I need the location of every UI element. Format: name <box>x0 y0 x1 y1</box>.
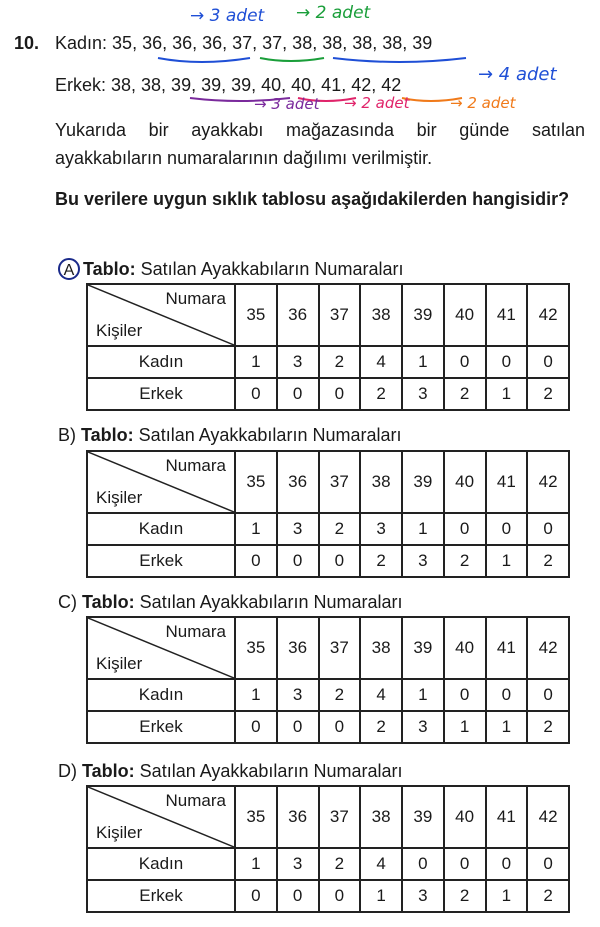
frequency-cell: 1 <box>360 880 402 912</box>
frequency-cell: 0 <box>319 880 361 912</box>
frequency-cell: 3 <box>402 880 444 912</box>
frequency-cell: 3 <box>277 679 319 711</box>
frequency-cell: 1 <box>486 545 528 577</box>
frequency-cell: 2 <box>527 711 569 743</box>
annotation-erkek-42: → 2 adet <box>450 94 516 112</box>
size-header-cell: 37 <box>319 284 361 346</box>
caption-text: Satılan Ayakkabıların Numaraları <box>133 425 402 445</box>
frequency-cell: 0 <box>277 378 319 410</box>
frequency-cell: 2 <box>319 346 361 378</box>
kisiler-header: Kişiler <box>96 654 143 673</box>
option-d-letter[interactable]: D) <box>58 761 77 781</box>
frequency-table-option-b <box>86 450 570 578</box>
kadin-row <box>87 513 569 545</box>
table-corner-cell <box>87 617 235 679</box>
option-c-letter[interactable]: C) <box>58 592 77 612</box>
option-b-caption[interactable] <box>58 425 401 446</box>
row-label: Kadın <box>87 346 235 378</box>
frequency-cell: 0 <box>527 679 569 711</box>
size-header-cell: 40 <box>444 284 486 346</box>
frequency-cell: 0 <box>235 545 277 577</box>
size-header-cell: 36 <box>277 284 319 346</box>
frequency-cell: 4 <box>360 848 402 880</box>
row-label: Kadın <box>87 848 235 880</box>
size-header-cell: 38 <box>360 786 402 848</box>
table-corner-cell <box>87 451 235 513</box>
frequency-cell: 2 <box>360 378 402 410</box>
frequency-cell: 0 <box>402 848 444 880</box>
option-a-caption[interactable] <box>58 258 403 280</box>
frequency-cell: 2 <box>319 679 361 711</box>
size-header-cell: 38 <box>360 284 402 346</box>
frequency-cell: 0 <box>527 848 569 880</box>
size-header-cell: 35 <box>235 786 277 848</box>
frequency-cell: 0 <box>235 378 277 410</box>
frequency-cell: 1 <box>402 346 444 378</box>
frequency-cell: 1 <box>235 346 277 378</box>
caption-bold: Tablo: <box>82 761 135 781</box>
kisiler-header: Kişiler <box>96 823 143 842</box>
frequency-cell: 0 <box>235 880 277 912</box>
erkek-row <box>87 880 569 912</box>
frequency-cell: 0 <box>486 679 528 711</box>
size-header-cell: 41 <box>486 617 528 679</box>
frequency-cell: 0 <box>486 346 528 378</box>
row-label: Erkek <box>87 880 235 912</box>
numara-header: Numara <box>165 791 226 810</box>
frequency-cell: 3 <box>402 545 444 577</box>
erkek-row <box>87 711 569 743</box>
row-label: Erkek <box>87 545 235 577</box>
frequency-cell: 2 <box>360 711 402 743</box>
question-number: 10. <box>14 33 40 53</box>
frequency-table-option-a <box>86 283 570 411</box>
frequency-cell: 2 <box>527 880 569 912</box>
frequency-cell: 2 <box>319 513 361 545</box>
frequency-cell: 3 <box>277 848 319 880</box>
size-header-cell: 35 <box>235 284 277 346</box>
table-corner-cell <box>87 284 235 346</box>
row-label: Erkek <box>87 711 235 743</box>
size-header-cell: 41 <box>486 786 528 848</box>
annotation-kadin-38: → 4 adet <box>478 64 557 85</box>
size-header-cell: 35 <box>235 451 277 513</box>
caption-text: Satılan Ayakkabıların Numaraları <box>134 592 403 612</box>
frequency-cell: 0 <box>277 711 319 743</box>
size-header-cell: 36 <box>277 617 319 679</box>
frequency-cell: 1 <box>486 880 528 912</box>
erkek-data-line: Erkek: 38, 38, 39, 39, 39, 40, 40, 41, 42, 42 <box>55 75 402 95</box>
option-c-caption[interactable] <box>58 592 402 613</box>
annotation-kadin-36: → 3 adet <box>190 6 265 26</box>
size-header-cell: 35 <box>235 617 277 679</box>
numara-header: Numara <box>165 289 226 308</box>
caption-text: Satılan Ayakkabıların Numaraları <box>135 259 404 279</box>
paragraph-line-1: Yukarıda bir ayakkabı mağazasında bir günde satılan <box>55 120 585 140</box>
size-header-cell: 37 <box>319 451 361 513</box>
kadin-row <box>87 346 569 378</box>
row-label: Kadın <box>87 513 235 545</box>
kadin-row <box>87 679 569 711</box>
table-corner-cell <box>87 786 235 848</box>
frequency-cell: 3 <box>277 346 319 378</box>
frequency-cell: 3 <box>402 378 444 410</box>
option-b-letter[interactable]: B) <box>58 425 76 445</box>
size-header-cell: 39 <box>402 451 444 513</box>
frequency-cell: 3 <box>277 513 319 545</box>
frequency-cell: 3 <box>360 513 402 545</box>
row-label: Erkek <box>87 378 235 410</box>
frequency-cell: 1 <box>486 378 528 410</box>
frequency-cell: 0 <box>319 711 361 743</box>
row-label: Kadın <box>87 679 235 711</box>
option-d-caption[interactable] <box>58 761 402 782</box>
frequency-cell: 0 <box>319 378 361 410</box>
size-header-cell: 42 <box>527 451 569 513</box>
frequency-cell: 2 <box>527 545 569 577</box>
annotation-erkek-40: → 2 adet <box>344 94 410 112</box>
size-header-cell: 36 <box>277 451 319 513</box>
numara-header: Numara <box>165 622 226 641</box>
frequency-cell: 1 <box>235 513 277 545</box>
size-header-cell: 42 <box>527 284 569 346</box>
erkek-row <box>87 378 569 410</box>
option-a-letter-circled[interactable]: A <box>58 258 80 280</box>
frequency-cell: 1 <box>444 711 486 743</box>
size-header-cell: 41 <box>486 451 528 513</box>
frequency-cell: 2 <box>527 378 569 410</box>
frequency-cell: 1 <box>402 679 444 711</box>
question-paragraph <box>55 116 585 172</box>
annotation-kadin-37: → 2 adet <box>296 3 371 23</box>
frequency-cell: 1 <box>235 679 277 711</box>
frequency-cell: 1 <box>486 711 528 743</box>
caption-bold: Tablo: <box>82 592 135 612</box>
size-header-cell: 40 <box>444 451 486 513</box>
size-header-cell: 39 <box>402 284 444 346</box>
paragraph-line-2: ayakkabıların numaralarının dağılımı verilmiştir. <box>55 148 433 168</box>
frequency-cell: 0 <box>444 848 486 880</box>
frequency-cell: 4 <box>360 346 402 378</box>
frequency-cell: 3 <box>402 711 444 743</box>
size-header-cell: 38 <box>360 451 402 513</box>
numara-header: Numara <box>165 456 226 475</box>
question-prompt: Bu verilere uygun sıklık tablosu aşağıdakilerden hangisidir? <box>55 189 570 209</box>
frequency-cell: 0 <box>527 513 569 545</box>
frequency-cell: 2 <box>444 880 486 912</box>
frequency-cell: 2 <box>444 378 486 410</box>
frequency-cell: 0 <box>277 880 319 912</box>
frequency-cell: 2 <box>319 848 361 880</box>
size-header-cell: 40 <box>444 617 486 679</box>
size-header-cell: 42 <box>527 617 569 679</box>
frequency-cell: 4 <box>360 679 402 711</box>
size-header-cell: 38 <box>360 617 402 679</box>
kadin-data-line: Kadın: 35, 36, 36, 36, 37, 37, 38, 38, 38, 38, 39 <box>55 33 433 53</box>
caption-bold: Tablo: <box>83 259 136 279</box>
frequency-cell: 0 <box>444 513 486 545</box>
size-header-cell: 40 <box>444 786 486 848</box>
frequency-cell: 0 <box>444 346 486 378</box>
frequency-table-option-c <box>86 616 570 744</box>
size-header-cell: 41 <box>486 284 528 346</box>
caption-text: Satılan Ayakkabıların Numaraları <box>134 761 403 781</box>
size-header-cell: 42 <box>527 786 569 848</box>
frequency-cell: 0 <box>527 346 569 378</box>
frequency-cell: 1 <box>235 848 277 880</box>
size-header-cell: 39 <box>402 617 444 679</box>
erkek-row <box>87 545 569 577</box>
caption-bold: Tablo: <box>81 425 134 445</box>
frequency-cell: 2 <box>360 545 402 577</box>
frequency-table-option-d <box>86 785 570 913</box>
size-header-cell: 39 <box>402 786 444 848</box>
frequency-cell: 1 <box>402 513 444 545</box>
frequency-cell: 0 <box>486 848 528 880</box>
kisiler-header: Kişiler <box>96 488 143 507</box>
size-header-cell: 37 <box>319 786 361 848</box>
frequency-cell: 0 <box>235 711 277 743</box>
frequency-cell: 0 <box>319 545 361 577</box>
annotation-erkek-39: → 3 adet <box>254 95 320 113</box>
frequency-cell: 0 <box>486 513 528 545</box>
size-header-cell: 36 <box>277 786 319 848</box>
frequency-cell: 0 <box>444 679 486 711</box>
kadin-row <box>87 848 569 880</box>
size-header-cell: 37 <box>319 617 361 679</box>
kisiler-header: Kişiler <box>96 321 143 340</box>
frequency-cell: 0 <box>277 545 319 577</box>
frequency-cell: 2 <box>444 545 486 577</box>
